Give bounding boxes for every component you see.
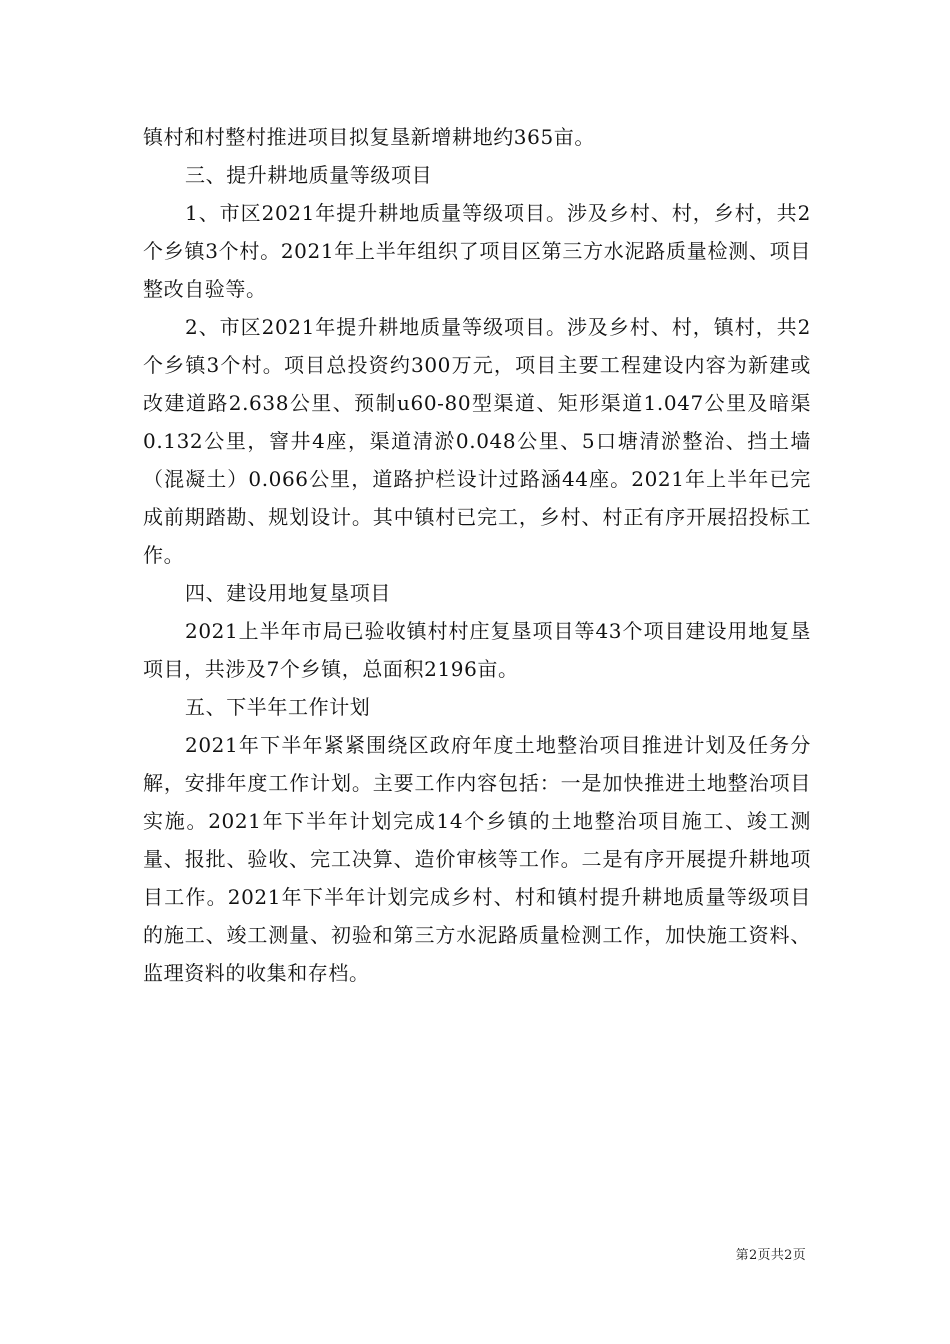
- paragraph-continuation: 镇村和村整村推进项目拟复垦新增耕地约365亩。: [143, 125, 595, 149]
- document-body: [143, 118, 811, 992]
- paragraph-item-2: 2、市区2021年提升耕地质量等级项目。涉及乡村、村，镇村，共2个乡镇3个村。项目总投资约300万元，项目主要工程建设内容为新建或改建道路2.638公里、预制u60-80型渠道、矩形渠道1.047公里及暗渠0.132公里，窨井4座，渠道清淤0.048公里、5口塘清淤整治、挡土墙（混凝土）0.066公里，道路护栏设计过路涵44座。2021年上半年已完成前期踏勘、规划设计。其中镇村已完工，乡村、村正有序开展招投标工作。: [143, 315, 811, 567]
- paragraph-work-plan: 2021年下半年紧紧围绕区政府年度土地整治项目推进计划及任务分解，安排年度工作计划。主要工作内容包括：一是加快推进土地整治项目实施。2021年下半年计划完成14个乡镇的土地整治项目施工、竣工测量、报批、验收、完工决算、造价审核等工作。二是有序开展提升耕地项目工作。2021年下半年计划完成乡村、村和镇村提升耕地质量等级项目的施工、竣工测量、初验和第三方水泥路质量检测工作，加快施工资料、监理资料的收集和存档。: [143, 733, 811, 985]
- section-heading-4: 四、建设用地复垦项目: [185, 581, 391, 605]
- section-heading-5: 五、下半年工作计划: [185, 695, 371, 719]
- paragraph-item-1: 1、市区2021年提升耕地质量等级项目。涉及乡村、村，乡村，共2个乡镇3个村。2021年上半年组织了项目区第三方水泥路质量检测、项目整改自验等。: [143, 201, 811, 301]
- page-number-footer: 第2页共2页: [735, 1248, 806, 1263]
- paragraph-reclamation: 2021上半年市局已验收镇村村庄复垦项目等43个项目建设用地复垦项目，共涉及7个乡镇，总面积2196亩。: [143, 619, 811, 681]
- section-heading-3: 三、提升耕地质量等级项目: [185, 163, 433, 187]
